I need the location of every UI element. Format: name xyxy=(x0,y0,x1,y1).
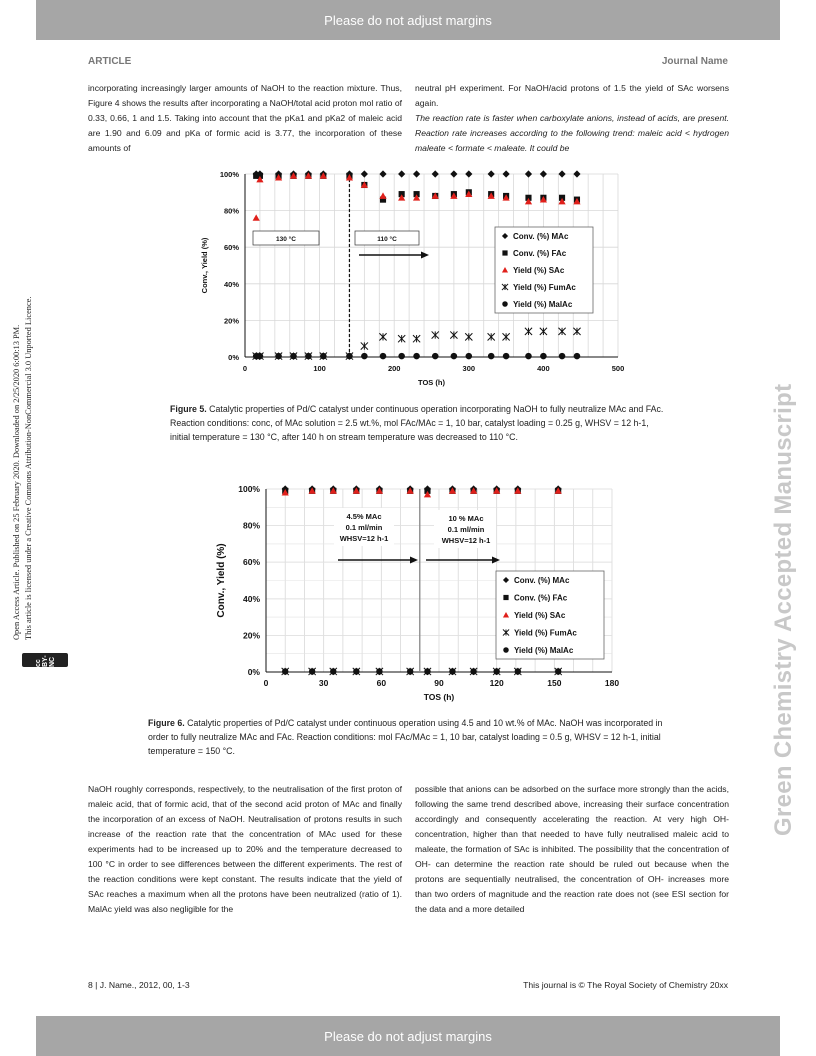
x-tick-label: 0 xyxy=(263,678,269,688)
figure-6-chart xyxy=(208,478,628,713)
legend-entry: Yield (%) SAc xyxy=(514,611,566,620)
data-point xyxy=(361,353,367,359)
data-point xyxy=(320,353,326,359)
data-point xyxy=(275,353,281,359)
data-point xyxy=(449,668,455,674)
x-axis-label: TOS (h) xyxy=(423,692,455,702)
arrow-head xyxy=(421,252,429,259)
data-point xyxy=(466,353,472,359)
legend-entry: Yield (%) MalAc xyxy=(514,646,574,655)
data-point xyxy=(465,333,472,340)
article-label: ARTICLE xyxy=(88,56,132,67)
data-point xyxy=(346,353,352,359)
footer-page-info: 8 | J. Name., 2012, 00, 1-3 xyxy=(88,980,190,990)
y-tick-label: 0% xyxy=(247,667,260,677)
data-point xyxy=(353,668,359,674)
y-tick-label: 80% xyxy=(242,520,260,531)
data-point xyxy=(290,353,296,359)
legend-marker xyxy=(502,301,508,307)
y-axis-label: Conv., Yield (%) xyxy=(200,237,209,294)
body-top-right-column xyxy=(415,81,729,156)
body-top-left-column xyxy=(88,81,402,156)
accepted-manuscript-watermark: Green Chemistry Accepted Manuscript xyxy=(770,383,797,836)
x-tick-label: 60 xyxy=(376,678,387,688)
bottom-banner-text: Please do not adjust margins xyxy=(324,1028,492,1044)
figure-5-caption-text: Catalytic properties of Pd/C catalyst under continuous operation incorporating NaOH to fully neutralize MAc and FAc. Reaction conditions: conc, of MAc solution = 2.5 wt.%, mol FAc/MAc = 1, 10 bar, catalyst loading = 0.25 g, WHSV = 12 h-1, initial temperature = 130 °C, after 140 h on stream temperature was decreased to 110 °C. xyxy=(170,404,664,442)
y-tick-label: 20% xyxy=(223,316,239,326)
figure-6-caption-text: Catalytic properties of Pd/C catalyst under continuous operation using 4.5 and 10 wt.% of MAc. NaOH was incorporated in order to fully neutralize MAc and FAc. Reaction conditions: mol FAc/MAc = 1, 10 bar, catalyst loading = 0.5 g, WHSV = 12 h-1, initial temperature = 150 °C. xyxy=(148,718,663,756)
legend-entry: Conv. (%) MAc xyxy=(513,232,569,241)
legend-entry: Conv. (%) FAc xyxy=(514,593,568,603)
legend-marker xyxy=(502,250,507,255)
data-point xyxy=(361,170,368,177)
legend-marker xyxy=(503,647,509,653)
y-axis-label: Conv., Yield (%) xyxy=(216,543,227,618)
y-tick-label: 80% xyxy=(223,206,239,216)
data-point xyxy=(413,353,419,359)
x-tick-label: 120 xyxy=(489,678,504,688)
legend xyxy=(495,227,593,313)
data-point xyxy=(515,668,521,674)
data-point xyxy=(413,335,420,342)
data-point xyxy=(488,333,495,340)
body-bottom-left-column xyxy=(88,782,402,917)
x-tick-label: 400 xyxy=(537,364,550,373)
data-point xyxy=(407,668,413,674)
annotation-4-5-mac: WHSV=12 h-1 xyxy=(339,534,389,543)
data-point xyxy=(432,331,439,338)
x-tick-label: 300 xyxy=(462,364,476,373)
data-point xyxy=(305,353,311,359)
data-point xyxy=(525,353,531,359)
license-note: This article is licensed under a Creative Commons Attribution-NonCommercial 3.0 Unported Licence. xyxy=(24,296,33,640)
figure-6-caption xyxy=(148,716,666,758)
figure-5-caption xyxy=(170,402,670,444)
top-margin-banner xyxy=(36,0,780,40)
data-point xyxy=(432,353,438,359)
data-point xyxy=(379,333,386,340)
paragraph: possible that anions can be adsorbed on the surface more strongly than the acids, following the same trend described above, increasing their surface concentration accordingly and consequently accelerating the reaction. At very high OH- concentration, higher than that needed to have fully neutralised maleic acid to maleate, the formation of SAc is inhibited. The possibility that the concentration of OH- can determine the reaction rate should be ruled out because when the protons are sequentially neutralised, the concentration of OH- increases more than two orders of magnitude and the reaction rate does not (see ESI section for the data and a more detailed xyxy=(415,784,729,914)
data-point xyxy=(574,353,580,359)
annotation-10-mac: 10 % MAc xyxy=(448,514,484,523)
y-tick-label: 40% xyxy=(223,279,239,289)
bottom-margin-banner xyxy=(36,1016,780,1056)
y-tick-label: 0% xyxy=(228,353,239,362)
data-point xyxy=(450,331,457,338)
legend-entry: Conv. (%) MAc xyxy=(514,576,570,585)
data-point xyxy=(525,328,532,335)
annotation-4-5-mac: 4.5% MAc xyxy=(346,512,382,521)
paragraph: The reaction rate is faster when carboxylate anions, instead of acids, are present. Reaction rate increases according to the following trend: maleic acid < hydrogen maleate < formate < maleate. It could be xyxy=(415,113,729,153)
data-point xyxy=(503,170,510,177)
x-tick-label: 30 xyxy=(318,678,329,688)
top-banner-text: Please do not adjust margins xyxy=(324,12,492,28)
cc-license-badge: cc BY-NC xyxy=(22,653,68,667)
paragraph: incorporating increasingly larger amounts of NaOH to the reaction mixture. Thus, Figure 4 shows the results after incorporating a NaOH/total acid proton mol ratio of 0.33, 0.66, 1 and 1.5. Taking into account that the pKa1 and pKa2 of maleic acid are 1.90 and 6.09 and pKa of formic acid is 3.77, the incorporation of these amounts of xyxy=(88,83,402,153)
x-tick-label: 90 xyxy=(434,678,444,688)
data-point xyxy=(379,192,386,198)
data-point xyxy=(465,170,472,177)
data-point xyxy=(559,353,565,359)
body-bottom-right-column xyxy=(415,782,729,917)
journal-name-label: Journal Name xyxy=(661,56,728,67)
y-tick-label: 100% xyxy=(219,170,239,179)
data-point xyxy=(555,668,561,674)
legend-entry: Yield (%) SAc xyxy=(513,266,565,275)
data-point xyxy=(380,353,386,359)
data-point xyxy=(503,333,510,340)
data-point xyxy=(282,668,288,674)
figure-5-label: Figure 5. xyxy=(170,404,207,414)
data-point xyxy=(450,170,457,177)
data-point xyxy=(376,668,382,674)
data-point xyxy=(398,353,404,359)
data-point xyxy=(379,170,386,177)
y-tick-label: 60% xyxy=(242,557,260,568)
x-tick-label: 0 xyxy=(242,364,248,373)
data-point xyxy=(488,170,495,177)
data-point xyxy=(432,170,439,177)
figure-5-chart xyxy=(195,167,635,397)
annotation-10-mac: 0.1 ml/min xyxy=(447,525,485,534)
y-tick-label: 40% xyxy=(242,593,260,604)
x-tick-label: 150 xyxy=(547,678,562,688)
data-point xyxy=(424,668,430,674)
legend-entry: Yield (%) FumAc xyxy=(513,283,576,292)
data-point xyxy=(493,668,499,674)
legend xyxy=(496,571,604,659)
x-tick-label: 500 xyxy=(611,364,625,373)
annotation-130c: 130 °C xyxy=(276,236,296,243)
data-point xyxy=(540,170,547,177)
y-tick-label: 100% xyxy=(238,484,260,494)
data-point xyxy=(558,328,565,335)
data-point xyxy=(488,353,494,359)
data-point xyxy=(503,353,509,359)
data-point xyxy=(558,170,565,177)
x-tick-label: 100 xyxy=(313,364,326,373)
data-point xyxy=(253,214,260,220)
y-tick-label: 20% xyxy=(242,630,260,641)
data-point xyxy=(330,668,336,674)
paragraph: neutral pH experiment. For NaOH/acid protons of 1.5 the yield of SAc worsens again. xyxy=(415,83,729,108)
data-point xyxy=(470,668,476,674)
annotation-4-5-mac: 0.1 ml/min xyxy=(345,523,383,532)
data-point xyxy=(398,170,405,177)
data-point xyxy=(361,342,368,349)
data-point xyxy=(309,668,315,674)
legend-marker xyxy=(503,595,508,600)
footer-copyright: This journal is © The Royal Society of Chemistry 20xx xyxy=(523,980,728,990)
figure-6-label: Figure 6. xyxy=(148,718,185,728)
x-tick-label: 200 xyxy=(387,364,401,373)
data-point xyxy=(257,353,263,359)
legend-entry: Yield (%) MalAc xyxy=(513,300,573,309)
x-axis-label: TOS (h) xyxy=(418,378,445,387)
data-point xyxy=(540,353,546,359)
series-yield-malac xyxy=(253,353,580,359)
x-tick-label: 180 xyxy=(604,678,620,688)
legend-entry: Conv. (%) FAc xyxy=(513,249,567,258)
data-point xyxy=(413,170,420,177)
open-access-note: Open Access Article. Published on 25 February 2020. Downloaded on 2/25/2020 6:00:13 PM. xyxy=(12,324,21,640)
y-tick-label: 60% xyxy=(223,243,239,253)
data-point xyxy=(525,170,532,177)
paragraph: NaOH roughly corresponds, respectively, to the neutralisation of the first proton of maleic acid, that of formic acid, that of the second acid proton of MAc and finally the incorporation of an excess of NaOH. Neutralisation of protons results in such increase of the reaction rate that the concentration of MAc used for these experiments had to be increased up to 20% and the temperature decreased to 100 °C in order to see differences between the different experiments. The rest of the reaction conditions were kept constant. The results indicate that the yield of SAc reaches a maximum when all the protons have been neutralized (ratio of 1). MalAc yield was also negligible for the xyxy=(88,784,402,914)
annotation-10-mac: WHSV=12 h-1 xyxy=(441,536,491,545)
data-point xyxy=(451,353,457,359)
data-point xyxy=(398,335,405,342)
annotation-110c: 110 °C xyxy=(377,236,397,243)
legend-entry: Yield (%) FumAc xyxy=(514,628,577,638)
data-point xyxy=(540,328,547,335)
data-point xyxy=(573,170,580,177)
data-point xyxy=(573,328,580,335)
